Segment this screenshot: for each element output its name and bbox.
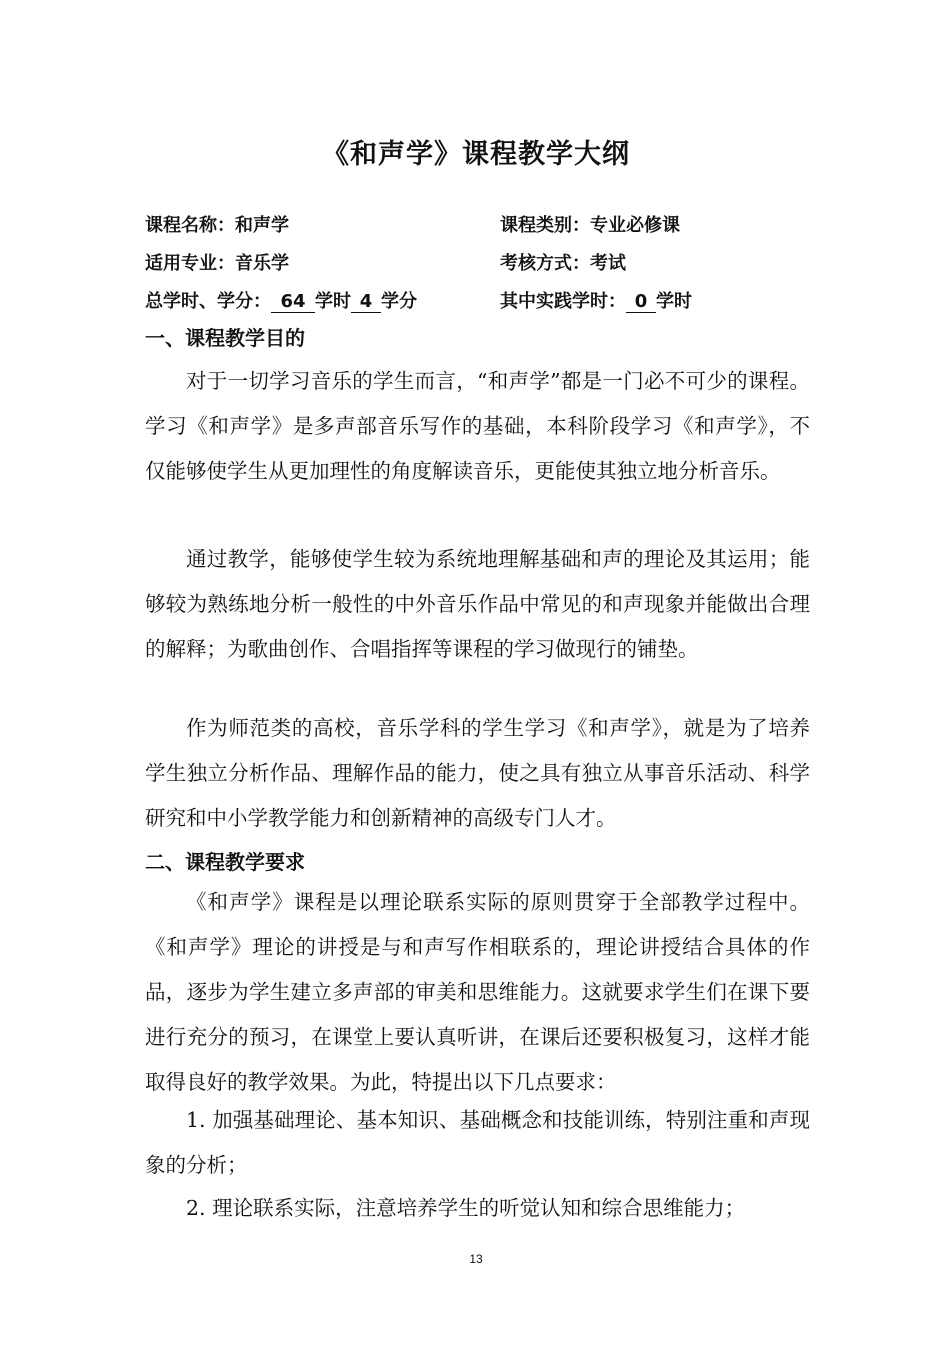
- applicable-major: 适用专业：音乐学: [145, 253, 289, 274]
- paragraph: 《和声学》课程是以理论联系实际的原则贯穿于全部教学过程中。《和声学》理论的讲授是与和声写作相联系的，理论讲授结合具体的作品，逐步为学生建立多声部的审美和思维能力。这就要求学生们在课下要进行充分的预习，在课堂上要认真听讲，在课后还要积极复习，这样才能取得良好的教学效果。为此，特提出以下几点要求：: [145, 890, 810, 1094]
- total-prefix: 总学时、学分：: [145, 291, 271, 312]
- credits-value: 4: [351, 292, 381, 313]
- practice-hours: [500, 287, 692, 313]
- course-name: 课程名称：和声学: [145, 215, 289, 236]
- practice-unit: 学时: [656, 291, 692, 312]
- course-type: 课程类别：专业必修课: [500, 215, 680, 236]
- credits-unit: 学分: [381, 291, 417, 312]
- practice-hours-value: 0: [626, 292, 656, 313]
- paragraph: 对于一切学习音乐的学生而言，“和声学”都是一门必不可少的课程。学习《和声学》是多声部音乐写作的基础，本科阶段学习《和声学》，不仅能够使学生从更加理性的角度解读音乐，更能使其独立地分析音乐。: [145, 369, 810, 483]
- list-item: 1. 加强基础理论、基本知识、基础概念和技能训练，特别注重和声现象的分析；: [145, 1108, 810, 1177]
- list-item: 2. 理论联系实际，注意培养学生的听觉认知和综合思维能力；: [186, 1196, 746, 1220]
- total-hours-credits: [145, 287, 417, 313]
- document-title: 《和声学》课程教学大纲: [322, 139, 630, 170]
- assessment-method: 考核方式：考试: [500, 253, 626, 274]
- paragraph: 作为师范类的高校，音乐学科的学生学习《和声学》，就是为了培养学生独立分析作品、理解作品的能力，使之具有独立从事音乐活动、科学研究和中小学教学能力和创新精神的高级专门人才。: [145, 716, 810, 830]
- section-heading: 一、课程教学目的: [145, 326, 305, 350]
- practice-prefix: 其中实践学时：: [500, 291, 626, 312]
- page-number: 13: [469, 1252, 483, 1266]
- total-hours-value: 64: [271, 292, 315, 313]
- hours-unit: 学时: [315, 291, 351, 312]
- section-heading: 二、课程教学要求: [145, 850, 305, 874]
- paragraph: 通过教学，能够使学生较为系统地理解基础和声的理论及其运用；能够较为熟练地分析一般性的中外音乐作品中常见的和声现象并能做出合理的解释；为歌曲创作、合唱指挥等课程的学习做现行的铺垫。: [145, 547, 810, 661]
